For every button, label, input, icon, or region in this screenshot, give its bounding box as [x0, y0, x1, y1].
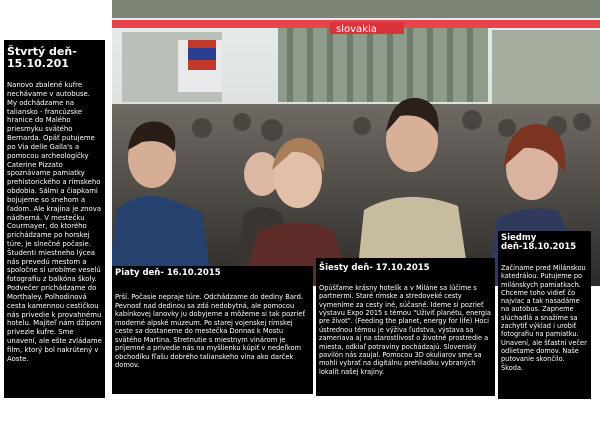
- day7-body: Začíname pred Milánskou katedrálou. Putujeme po milánskych pamiatkach. Chceme toho vidieť čo najviac a tak nasadáme na autobus. Zapneme slúchadlá a snažíme sa zachytiť výklad i urobiť fotografiu na pamiatku. Unavení, ale šťastní večer odlietame domov. Naše putovanie skončilo. Škoda.: [501, 264, 587, 372]
- day6-body: Opúšťame krásny hotelík a v Miláne sa lúčime s partnermi. Staré rímske a stredoveké cesty vymeníme za cesty iné, súčasné. Ideme si pozrieť výstavu Expo 2015 s témou "Uživiť planétu, energia pre život". (Feeding the planet, energy for life) Hoci ústrednou témou je výživa ľudstva, výstava sa zameriava aj na starostlivosť o životné prostredie a miesta, odkiaľ potraviny pochádzajú. Slovenský pavilón nás zaujal. Pomocou 3D okuliarov sme sa mohli vybrať na digitálnu prehliadku vybraných lokalít našej krajiny.: [319, 284, 491, 376]
- day6-column: [316, 258, 495, 396]
- day4-column: [4, 40, 105, 398]
- day5-body: Prší. Počasie nepraje túre. Odchádzame do dediny Bard. Pevnosť nad dedinou sa zdá nedobytná, ale pomocou kabínkovej lanovky ju dobyjeme a môžeme si tak pozrieť moderné alpské múzeum. Po starej vojenskej rímskej ceste sa dostaneme do mestečka Donnas k Mostu svätého Martina. Stretnutie s miestnym vinárom je príjemné a privedie nás na myšlienku kúpiť v nedeľkom obchodíku fľašu dobrého talianskeho vína ako darček domov.: [115, 293, 306, 369]
- day4-title: Štvrtý deň- 15.10.201: [7, 45, 77, 70]
- day7-column: [498, 231, 591, 399]
- day6-title: Šiesty deň- 17.10.2015: [319, 263, 430, 273]
- pavilion-sign: slovakia: [336, 24, 377, 35]
- day5-title: Piaty deň- 16.10.2015: [115, 268, 221, 278]
- day7-title: Siedmy deň-18.10.2015: [501, 233, 577, 253]
- day4-body: Nanovo zbalené kufre nechávame v autobuse. My odchádzame na taliansko - francúzske hranice do Malého priesmyku svätého Bernarda. Opäť putujeme po Via delle Galla's a pomocou archeologičky Caterine Pizzato spoznávame pamiatky prehistorického a rímskeho obdobia. Sálmi a čiapkami bojujeme so snehom a ľadom. Ale krajina je znova nádherná. V mestečku Courmayer, do ktorého prichádzame po horskej túre, je slnečné počasie. Študenti miestneho lýcea nás prevedú mestom a spoločne si urobíme veselú fotografiu z balkóna školy. Podvečer prichádzame do Morthaley. Polhodinová cesta kamennou cestičkou nás privedie k provahnému hotelu. Majiteľ nám džípom privezie kufre. Sme unavení, ale ešte zvládame film, ktorý bol nakrútený v Aoste.: [7, 81, 102, 363]
- day5-column: [112, 266, 313, 394]
